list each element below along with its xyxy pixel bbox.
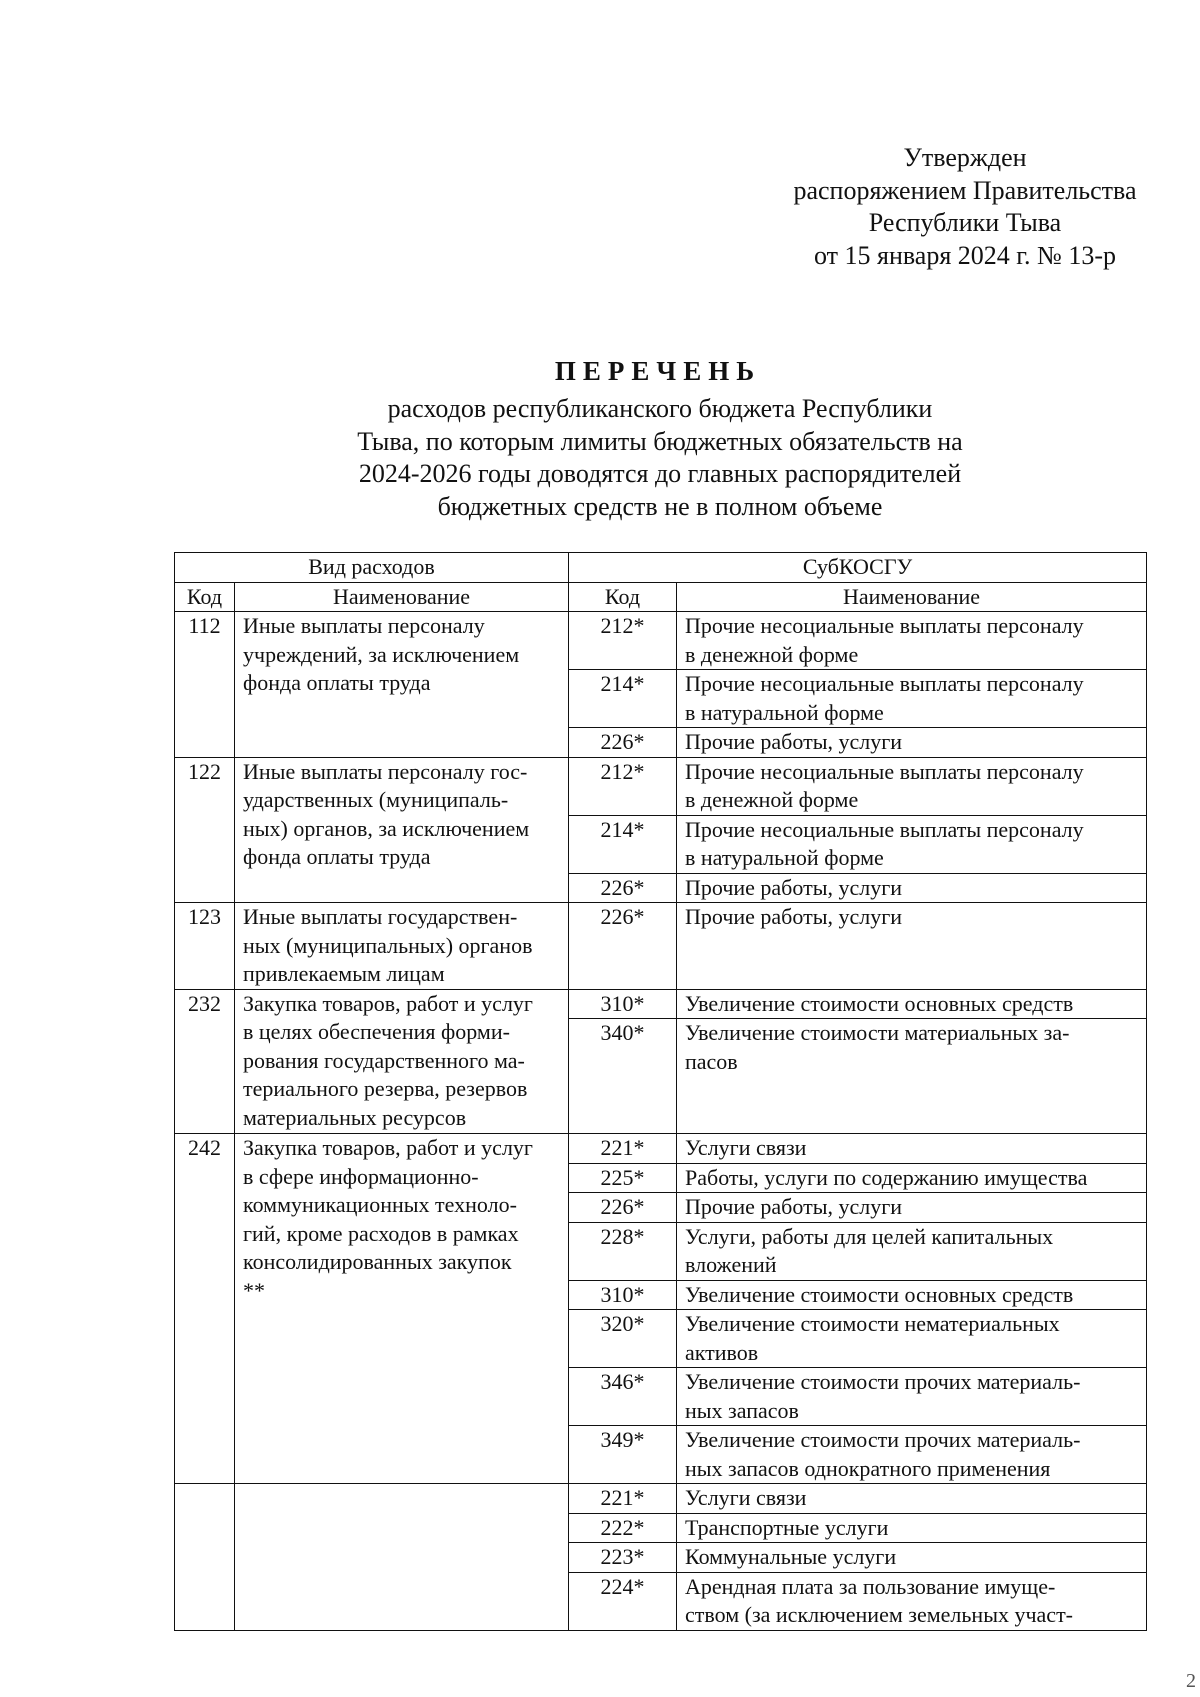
document-title: ПЕРЕЧЕНЬ [554,356,762,386]
subkosgu-name-line: Увеличение стоимости прочих материаль- [685,1369,1081,1394]
expense-name-line: привлекаемым лицам [243,961,445,986]
subkosgu-name-line: Прочие несоциальные выплаты персоналу [685,758,1084,784]
subkosgu-name-line: Коммунальные услуги [685,1544,897,1569]
subkosgu-name-line: вложений [685,1252,777,1277]
expense-name-cell [235,757,569,903]
table-group-header-row [175,553,1147,583]
expense-code-cell [175,1484,235,1631]
subkosgu-name-cell [677,1193,1147,1223]
expense-name-line: Закупка товаров, работ и услуг [243,1135,533,1160]
document-subtitle [200,393,1120,523]
expense-name-line: териального резерва, резервов [243,1076,528,1101]
subkosgu-name-line: Транспортные услуги [685,1514,889,1540]
expense-name-line: в целях обеспечения форми- [243,1019,510,1044]
subkosgu-code-cell: 223* [569,1543,677,1573]
subkosgu-code-cell: 212* [569,612,677,670]
subkosgu-name-cell [677,1484,1147,1514]
subkosgu-name-line: Услуги, работы для целей капитальных [685,1223,1054,1249]
subkosgu-name-line: Услуги связи [685,1135,807,1160]
subkosgu-name-cell [677,1572,1147,1630]
expense-name-cell [235,903,569,990]
subkosgu-name-line: ных запасов однократного применения [685,1455,1051,1481]
subkosgu-name-cell [677,757,1147,815]
expense-name-line: Закупка товаров, работ и услуг [243,990,533,1016]
expense-code-cell: 232 [175,989,235,1134]
subkosgu-name-line: Увеличение стоимости нематериальных [685,1311,1060,1336]
subkosgu-name-cell [677,873,1147,903]
subkosgu-name-line: Арендная плата за пользование имуще- [685,1573,1056,1599]
page-number: 2 [1186,1670,1196,1692]
approval-block [730,142,1200,272]
expense-name-cell [235,989,569,1134]
subtitle-line: расходов республиканского бюджета Республики [387,394,933,423]
expense-code-cell: 123 [175,903,235,990]
approval-line: Республики Тыва [868,208,1062,237]
subkosgu-code-cell: 310* [569,1280,677,1310]
expense-name-line: ных) органов, за исключением [243,815,530,841]
expense-name-line: ных (муниципальных) органов [243,932,533,958]
subkosgu-name-cell [677,1163,1147,1193]
subkosgu-name-line: в натуральной форме [685,699,884,725]
subkosgu-code-cell: 221* [569,1484,677,1514]
subkosgu-name-cell [677,1513,1147,1543]
subkosgu-code-cell: 221* [569,1134,677,1164]
table-row [175,903,1147,990]
subkosgu-name-line: Прочие работы, услуги [685,904,903,929]
expense-name-line: коммуникационных техноло- [243,1192,517,1217]
subkosgu-name-cell [677,728,1147,758]
subkosgu-name-cell [677,1426,1147,1484]
subkosgu-name-line: Увеличение стоимости основных средств [685,1281,1074,1307]
expense-name-line: Иные выплаты персоналу [243,613,485,638]
subkosgu-name-line: Прочие работы, услуги [685,729,903,754]
subkosgu-name-cell [677,1222,1147,1280]
approval-line: Утвержден [903,143,1027,172]
subkosgu-name-line: Прочие работы, услуги [685,874,903,900]
table-column-header-row [175,582,1147,612]
expense-name-line: рования государственного ма- [243,1047,525,1073]
subkosgu-code-cell: 320* [569,1310,677,1368]
expense-name-line: ** [243,1277,265,1303]
header-expense-type: Вид расходов [175,553,569,583]
subkosgu-name-line: активов [685,1339,759,1365]
table-row [175,757,1147,815]
expense-name-line: фонда оплаты труда [243,844,431,869]
table-row [175,612,1147,670]
subkosgu-name-cell [677,989,1147,1019]
header-code: Код [175,582,235,612]
subkosgu-name-cell [677,1019,1147,1134]
subkosgu-code-cell: 228* [569,1222,677,1280]
expense-name-line: ударственных (муниципаль- [243,787,509,812]
subkosgu-name-cell [677,670,1147,728]
expense-name-line: Иные выплаты персоналу гос- [243,758,528,784]
header-subkosgu: СубКОСГУ [569,553,1147,583]
header-name: Наименование [677,582,1147,612]
subkosgu-code-cell: 346* [569,1368,677,1426]
expense-code-cell: 112 [175,612,235,758]
subkosgu-name-line: Услуги связи [685,1485,807,1510]
subkosgu-name-cell [677,1134,1147,1164]
subkosgu-code-cell: 226* [569,873,677,903]
expense-name-cell [235,1484,569,1631]
subkosgu-name-line: пасов [685,1048,738,1074]
expense-name-line: гий, кроме расходов в рамках [243,1220,519,1246]
approval-line: от 15 января 2024 г. № 13-р [813,240,1117,270]
subkosgu-code-cell: 226* [569,728,677,758]
subkosgu-name-line: Прочие несоциальные выплаты персоналу [685,671,1084,696]
subkosgu-name-line: Увеличение стоимости материальных за- [685,1020,1070,1045]
expense-name-line: материальных ресурсов [243,1104,467,1130]
subkosgu-name-cell [677,903,1147,990]
table-row [175,1484,1147,1514]
subkosgu-code-cell: 225* [569,1163,677,1193]
subkosgu-name-line: Прочие несоциальные выплаты персоналу [685,816,1084,842]
expense-name-cell [235,1134,569,1484]
subkosgu-name-cell [677,612,1147,670]
subkosgu-name-line: ных запасов [685,1397,799,1423]
subkosgu-name-cell [677,1310,1147,1368]
subkosgu-code-cell: 222* [569,1513,677,1543]
subkosgu-name-line: Работы, услуги по содержанию имущества [685,1164,1088,1190]
subkosgu-code-cell: 212* [569,757,677,815]
subkosgu-code-cell: 310* [569,989,677,1019]
expense-name-line: консолидированных закупок [243,1249,512,1274]
expense-name-cell [235,612,569,758]
subtitle-line: Тыва, по которым лимиты бюджетных обязательств на [357,426,963,456]
subkosgu-name-cell [677,1543,1147,1573]
header-code: Код [569,582,677,612]
subkosgu-code-cell: 349* [569,1426,677,1484]
expense-name-line: Иные выплаты государствен- [243,904,518,929]
subkosgu-code-cell: 226* [569,903,677,990]
subtitle-line: бюджетных средств не в полном объеме [437,491,883,521]
expense-code-cell: 122 [175,757,235,903]
table-row [175,989,1147,1019]
expense-name-line: в сфере информационно- [243,1163,479,1189]
subkosgu-name-line: Увеличение стоимости основных средств [685,990,1074,1016]
table-body [175,612,1147,1631]
subkosgu-name-line: Увеличение стоимости прочих материаль- [685,1427,1081,1452]
header-name: Наименование [235,582,569,612]
subkosgu-name-cell [677,815,1147,873]
subkosgu-code-cell: 214* [569,670,677,728]
subkosgu-name-line: в натуральной форме [685,845,884,870]
subkosgu-name-line: в денежной форме [685,787,859,812]
subkosgu-code-cell: 214* [569,815,677,873]
expense-name-line: учреждений, за исключением [243,641,520,667]
expense-code-cell: 242 [175,1134,235,1484]
subtitle-line: 2024-2026 годы доводятся до главных распорядителей [358,459,962,488]
approval-line: распоряжением Правительства [793,175,1137,205]
subkosgu-name-line: Прочие работы, услуги [685,1194,903,1219]
subkosgu-name-cell [677,1280,1147,1310]
table-row [175,1134,1147,1164]
subkosgu-code-cell: 224* [569,1572,677,1630]
subkosgu-name-line: ством (за исключением земельных участ- [685,1602,1074,1627]
subkosgu-name-cell [677,1368,1147,1426]
expense-name-line: фонда оплаты труда [243,670,431,695]
subkosgu-code-cell: 226* [569,1193,677,1223]
subkosgu-name-line: Прочие несоциальные выплаты персоналу [685,613,1084,638]
subkosgu-name-line: в денежной форме [685,641,859,667]
expenses-table [174,552,1147,1631]
subkosgu-code-cell: 340* [569,1019,677,1134]
